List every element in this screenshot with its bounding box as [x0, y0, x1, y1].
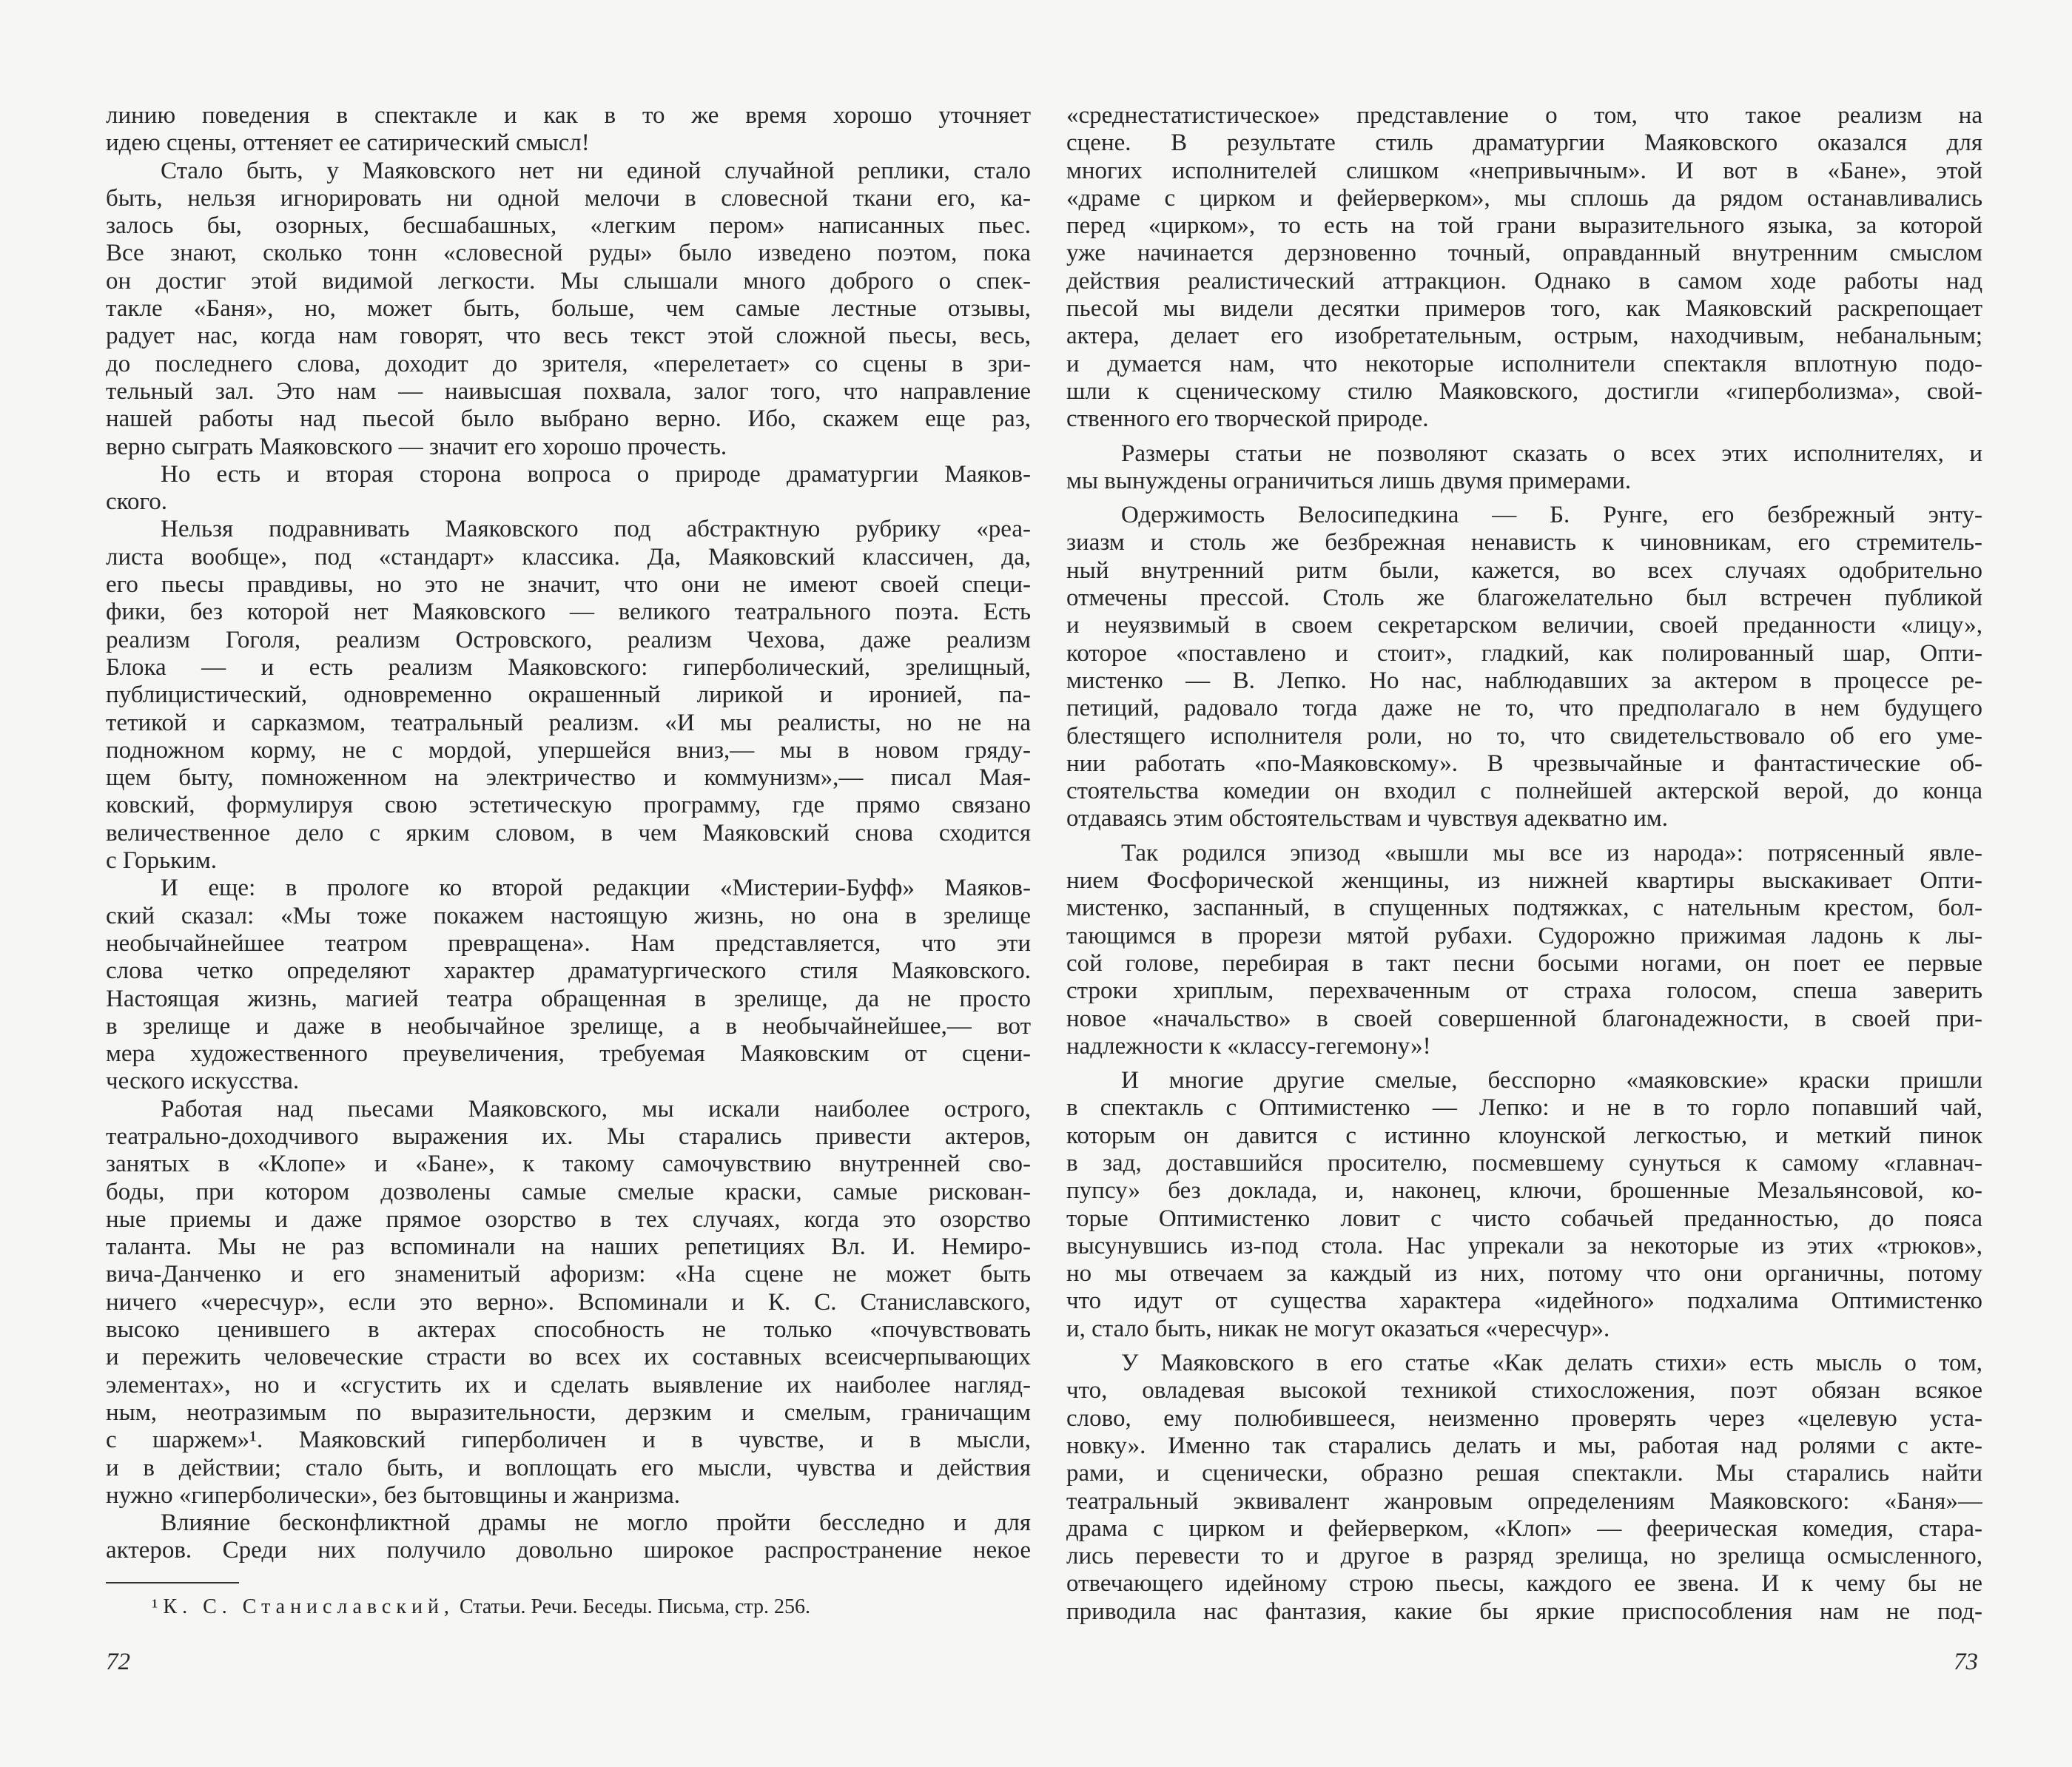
text-line: но мы отвечаем за каждый из них, потому что они органичны, потому: [1066, 1260, 1982, 1288]
text-line: что идут от существа характера «идейного» подхалима Оптимистенко: [1066, 1288, 1982, 1315]
text-line: слова четко определяют характер драматургического стиля Маяковского.: [106, 957, 1031, 985]
text-line: в зрелище и даже в необычайное зрелище, а в необычайнейшее,— вот: [106, 1012, 1031, 1040]
text-line: нужно «гиперболически», без бытовщины и жанризма.: [106, 1481, 680, 1509]
text-line: торые Оптимистенко ловит с чисто собачьей преданностью, до пояса: [1066, 1205, 1982, 1232]
text-line: мистенко — В. Лепко. Но нас, наблюдавших за актером в процессе ре-: [1066, 667, 1982, 694]
paragraph: [1066, 440, 1982, 496]
text-line: и в действии; стало быть, и воплощать его мысли, чувства и действия: [106, 1454, 1031, 1481]
text-line: сцене. В результате стиль драматургии Маяковского оказался для: [1066, 129, 1982, 157]
text-line: уже начинается дерзновенно точный, оправданный внутренним смыслом: [1066, 240, 1982, 267]
text-line: такле «Баня», но, может быть, больше, чем самые лестные отзывы,: [106, 295, 1031, 323]
paragraph: [106, 1096, 1031, 1509]
paragraph: [106, 461, 1031, 516]
page-number-left: 72: [106, 1649, 130, 1675]
text-line: величественное дело с ярким словом, в чем Маяковский снова сходится: [106, 819, 1031, 847]
text-line: высоко ценившего в актерах способность не только «почувствовать: [106, 1316, 1031, 1344]
text-line: мистенко, заспанный, в спущенных подтяжках, с нательным крестом, бол-: [1066, 895, 1982, 922]
paragraph: [1066, 1067, 1982, 1343]
text-line: новое «начальство» в своей совершенной благонадежности, в своей при-: [1066, 1005, 1982, 1032]
text-line: которым он давится с истинно клоунской легкостью, и меткий пинок: [1066, 1122, 1982, 1149]
text-line: таланта. Мы не раз вспоминали на наших репетициях Вл. И. Немиро-: [106, 1233, 1031, 1261]
paragraph: [1066, 502, 1982, 833]
text-line: тельный зал. Это нам — наивысшая похвала, залог того, что направление: [106, 377, 1031, 405]
text-line: ничего «чересчур», если это верно». Вспоминали и К. С. Станиславского,: [106, 1288, 1031, 1316]
text-line: строки хриплым, перехваченным от страха голосом, спеша заверить: [1066, 977, 1982, 1005]
paragraph: [1066, 840, 1982, 1060]
text-line: боды, при котором дозволены самые смелые краски, самые рискован-: [106, 1178, 1031, 1205]
text-line: ческого искусства.: [106, 1068, 300, 1095]
footnote: [152, 1595, 810, 1619]
text-line: рами, и сценически, образно решая спектакли. Мы старались найти: [1066, 1460, 1982, 1487]
text-line: Настоящая жизнь, магией театра обращенная в зрелище, да не просто: [106, 985, 1031, 1012]
text-line: нием Фосфорической женщины, из нижней квартиры выскакивает Опти-: [1066, 867, 1982, 895]
text-line: ский сказал: «Мы тоже покажем настоящую жизнь, но она в зрелище: [106, 902, 1031, 929]
text-line: многих исполнителей слишком «непривычным». И вот в «Бане», этой: [1066, 157, 1982, 184]
text-line: ный внутренний ритм были, кажется, во всех случаях одобрительно: [1066, 556, 1982, 584]
footnote-divider: [106, 1582, 239, 1583]
text-line: вича-Данченко и его знаменитый афоризм: «На сцене не может быть: [106, 1261, 1031, 1288]
text-line: в зад, доставшийся просителю, посмевшему сунуться к самому «главнач-: [1066, 1149, 1982, 1177]
text-line: щем быту, помноженном на электричество и коммунизм»,— писал Мая-: [106, 764, 1031, 792]
text-line: слово, ему полюбившееся, неизменно проверять через «целевую уста-: [1066, 1404, 1982, 1432]
text-line: театрально-доходчивого выражения их. Мы старались привести актеров,: [106, 1123, 1031, 1150]
text-line: пупсу» без доклада, и, наконец, ключи, брошенные Мезальянсовой, ко-: [1066, 1177, 1982, 1205]
paragraph: [106, 875, 1031, 1095]
text-line: линию поведения в спектакле и как в то же время хорошо уточняет: [106, 102, 1031, 129]
paragraph: [106, 102, 1031, 158]
text-line: петиций, радовало тогда даже не то, что предполагало в нем будущего: [1066, 695, 1982, 722]
text-line: ные приемы и даже прямое озорство в тех случаях, когда это озорство: [106, 1205, 1031, 1233]
text-line: Одержимость Велосипедкина — Б. Рунге, его безбрежный энту-: [1121, 502, 1982, 529]
text-line: с Горьким.: [106, 847, 217, 875]
text-line: Блока — и есть реализм Маяковского: гиперболический, зрелищный,: [106, 653, 1031, 681]
text-line: Стало быть, у Маяковского нет ни единой случайной реплики, стало: [161, 157, 1031, 184]
text-line: его пьесы правдивы, но это не значит, что они не имеют своей специ-: [106, 571, 1031, 599]
text-line: и думается нам, что некоторые исполнители спектакля вплотную подо-: [1066, 350, 1982, 377]
text-line: новку». Именно так старались делать и мы, работая над ролями с акте-: [1066, 1432, 1982, 1459]
text-line: лись перевести то и другое в разряд зрелища, но зрелища осмысленного,: [1066, 1543, 1982, 1570]
text-line: в спектакль с Оптимистенко — Лепко: и не в то горло попавший чай,: [1066, 1094, 1982, 1122]
text-line: ственного его творческой природе.: [1066, 405, 1429, 433]
text-line: которое «поставлено и стоит», гладкий, как полированный шар, Опти-: [1066, 639, 1982, 667]
text-line: ковский, формулируя свою эстетическую программу, где прямо связано: [106, 792, 1031, 819]
right-page-text: [1066, 102, 1982, 1626]
text-line: и, стало быть, никак не могут оказаться «чересчур».: [1066, 1315, 1610, 1342]
text-line: высунувшись из-под стола. Нас упрекали за некоторые из этих «трюков»,: [1066, 1232, 1982, 1259]
text-line: театральный эквивалент жанровым определениям Маяковского: «Баня»—: [1066, 1487, 1982, 1515]
footnote-marker: ¹: [152, 1595, 158, 1618]
text-line: перед «цирком», то есть на той грани выразительного языка, за которой: [1066, 212, 1982, 240]
text-line: и пережить человеческие страсти во всех их составных всеисчерпывающих: [106, 1344, 1031, 1371]
footnote-text: Статьи. Речи. Беседы. Письма, стр. 256.: [459, 1595, 810, 1618]
text-line: мы вынуждены ограничиться лишь двумя примерами.: [1066, 467, 1632, 494]
text-line: публицистический, одновременно окрашенный лирикой и иронией, па-: [106, 681, 1031, 709]
text-line: драма с цирком и фейерверком, «Клоп» — феерическая комедия, стара-: [1066, 1515, 1982, 1542]
text-line: отдаваясь этим обстоятельствам и чувствуя адекватно им.: [1066, 805, 1669, 832]
paragraph: [1066, 1350, 1982, 1626]
text-line: актера, делает его изобретательным, острым, находчивым, небанальным;: [1066, 323, 1982, 350]
text-line: и неуязвимый в своем секретарском величии, своей преданности «лицу»,: [1066, 612, 1982, 639]
text-line: мера художественного преувеличения, требуемая Маяковским от сцени-: [106, 1040, 1031, 1068]
text-line: верно сыграть Маяковского — значит его хорошо прочесть.: [106, 433, 727, 460]
text-line: до последнего слова, доходит до зрителя, «перелетает» со сцены в зри-: [106, 350, 1031, 377]
footnote-author: К. С. Станиславский,: [163, 1595, 454, 1618]
text-line: Нельзя подравнивать Маяковского под абстрактную рубрику «реа-: [161, 516, 1031, 543]
text-line: нии работать «по-Маяковскому». В чрезвычайные и фантастические об-: [1066, 750, 1982, 777]
text-line: подножном корму, не с мордой, упершейся вниз,— мы в новом гряду-: [106, 736, 1031, 764]
text-line: реализм Гоголя, реализм Островского, реализм Чехова, даже реализм: [106, 626, 1031, 653]
text-line: залось бы, озорных, бесшабашных, «легким пером» написанных пьес.: [106, 212, 1031, 240]
text-line: тетикой и сарказмом, театральный реализм. «И мы реалисты, но не на: [106, 709, 1031, 736]
text-line: сой голове, перебирая в такт песни босыми ногами, он поет ее первые: [1066, 949, 1982, 977]
text-line: Все знают, сколько тонн «словесной руды» было изведено поэтом, пока: [106, 240, 1031, 267]
text-line: стоятельства комедии он входил с полнейшей актерской верой, до конца: [1066, 778, 1982, 805]
text-line: «драме с цирком и фейерверком», мы сплошь да рядом останавливались: [1066, 184, 1982, 212]
text-line: Но есть и вторая сторона вопроса о природе драматургии Маяков-: [161, 460, 1031, 488]
paragraph: [106, 1509, 1031, 1565]
text-line: листа вообще», под «стандарт» классика. Да, Маяковский классичен, да,: [106, 543, 1031, 571]
page-number-right: 73: [1954, 1649, 1978, 1675]
text-line: У Маяковского в его статье «Как делать стихи» есть мысль о том,: [1121, 1350, 1982, 1377]
text-line: блестящего исполнителя роли, но то, что свидетельствовало об его уме-: [1066, 722, 1982, 750]
text-line: пьесой мы видели десятки примеров того, как Маяковский раскрепощает: [1066, 295, 1982, 323]
text-line: действия реалистический аттракцион. Однако в самом ходе работы над: [1066, 267, 1982, 294]
text-line: И многие другие смелые, бесспорно «маяковские» краски пришли: [1121, 1067, 1982, 1094]
text-line: Размеры статьи не позволяют сказать о всех этих исполнителях, и: [1121, 440, 1982, 467]
text-line: радует нас, когда нам говорят, что весь текст этой сложной пьесы, весь,: [106, 323, 1031, 350]
text-line: занятых в «Клопе» и «Бане», к такому самочувствию внутренней сво-: [106, 1151, 1031, 1178]
text-line: ского.: [106, 488, 167, 516]
text-line: надлежности к «классу-гегемону»!: [1066, 1032, 1431, 1060]
left-page-text: [106, 102, 1031, 1565]
paragraph: [106, 158, 1031, 461]
text-line: И еще: в прологе ко второй редакции «Мистерии-Буфф» Маяков-: [161, 875, 1031, 902]
text-line: приводила нас фантазия, какие бы яркие приспособления нам не под-: [1066, 1598, 1982, 1625]
text-line: элементах», но и «сгустить их и сделать выявление их наиболее нагляд-: [106, 1371, 1031, 1399]
text-line: Влияние бесконфликтной драмы не могло пройти бесследно и для: [161, 1509, 1031, 1537]
text-line: ным, неотразимым по выразительности, дерзким и смелым, граничащим: [106, 1399, 1031, 1426]
paragraph: [106, 516, 1031, 875]
text-line: шли к сценическому стилю Маяковского, достигли «гиперболизма», свой-: [1066, 377, 1982, 405]
paragraph: [1066, 102, 1982, 434]
text-line: фики, без которой нет Маяковского — великого театрального поэта. Есть: [106, 599, 1031, 626]
text-line: идею сцены, оттеняет ее сатирический смысл!: [106, 129, 590, 157]
text-line: «среднестатистическое» представление о том, что такое реализм на: [1066, 102, 1982, 129]
text-line: актеров. Среди них получило довольно широкое распространение некое: [106, 1537, 1031, 1564]
text-line: с шаржем»¹. Маяковский гиперболичен и в чувстве, и в мысли,: [106, 1427, 1031, 1454]
text-line: отмечены прессой. Столь же благожелательно был встречен публикой: [1066, 585, 1982, 612]
text-line: зиазм и столь же безбрежная ненависть к чиновникам, его стремитель-: [1066, 529, 1982, 556]
text-line: тающимся в прорези мятой рубахи. Судорожно прижимая ладонь к лы-: [1066, 922, 1982, 949]
text-line: что, овладевая высокой техникой стихосложения, поэт обязан всякое: [1066, 1377, 1982, 1404]
text-line: он достиг этой видимой легкости. Мы слышали много доброго о спек-: [106, 267, 1031, 294]
text-line: отвечающего идейному строю пьесы, каждого ее звена. И к чему бы не: [1066, 1570, 1982, 1598]
text-line: необычайнейшее театром превращена». Нам представляется, что эти: [106, 929, 1031, 957]
text-line: быть, нельзя игнорировать ни одной мелочи в словесной ткани его, ка-: [106, 184, 1031, 212]
text-line: нашей работы над пьесой было выбрано верно. Ибо, скажем еще раз,: [106, 405, 1031, 433]
text-line: Так родился эпизод «вышли мы все из народа»: потрясенный явле-: [1121, 839, 1982, 866]
text-line: Работая над пьесами Маяковского, мы искали наиболее острого,: [161, 1095, 1031, 1123]
